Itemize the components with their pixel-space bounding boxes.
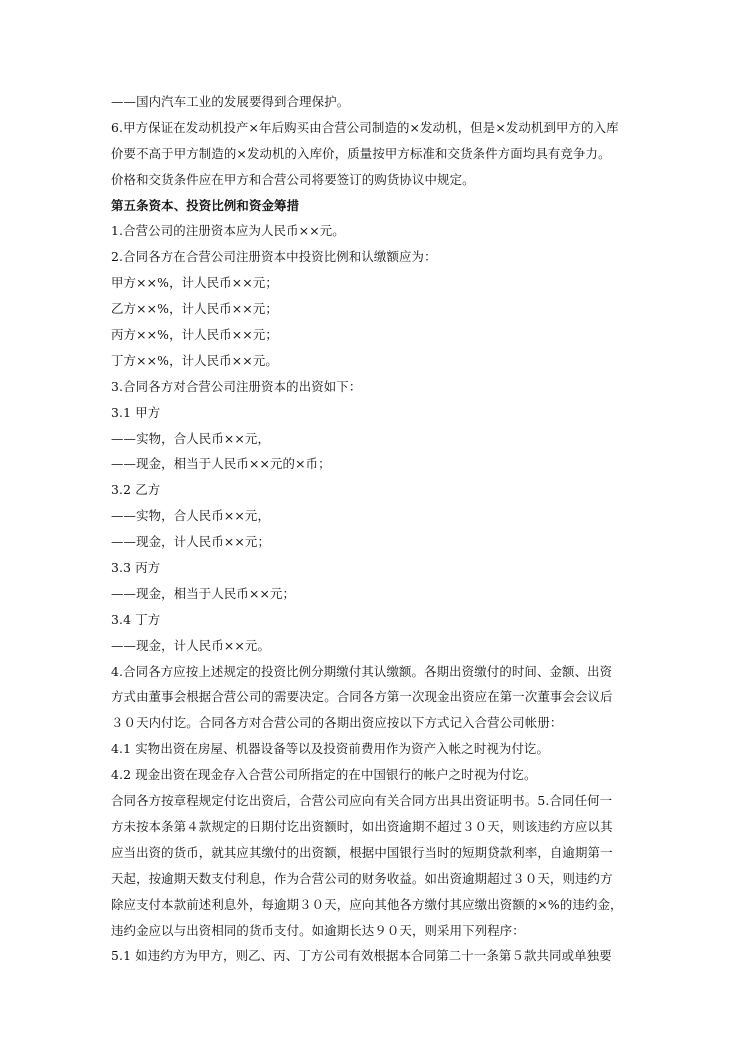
text-line: ——国内汽车工业的发展要得到合理保护。	[111, 94, 350, 109]
text-line: 5.1 如违约方为甲方，则乙、丙、丁方公司有效根据本合同第二十一条第５款共同或单独要	[111, 948, 612, 964]
text-line: 乙方××%，计人民币××元；	[111, 301, 278, 317]
text-line: 价要不高于甲方制造的×发动机的入库价，质量按甲方标准和交货条件方面均具有竞争力。	[111, 145, 611, 161]
text-line: ——现金，相当于人民币××元的×币；	[111, 456, 331, 472]
text-line: 3.合同各方对合营公司注册资本的出资如下：	[111, 378, 362, 394]
text-line: ——现金，计人民币××元；	[111, 534, 271, 550]
text-line: 4.1 实物出资在房屋、机器设备等以及投资前费用作为资产入帐之时视为付讫。	[111, 741, 550, 757]
text-line: 3.1 甲方	[111, 404, 161, 420]
text-line: 4.2 现金出资在现金存入合营公司所指定的在中国银行的帐户之时视为付讫。	[111, 767, 537, 783]
text-line: ——实物，合人民币××元，	[111, 430, 271, 446]
text-line: 天起，按逾期天数支付利息，作为合营公司的财务收益。如出资逾期超过３０天，则违约方	[111, 870, 613, 886]
text-line: 3.3 丙方	[111, 560, 161, 576]
text-line: ３０天内付讫。合同各方对合营公司的各期出资应按以下方式记入合营公司帐册：	[111, 715, 563, 731]
text-line: 丙方××%，计人民币××元；	[111, 327, 278, 343]
text-line: 2.合同各方在合营公司注册资本中投资比例和认缴额应为：	[111, 249, 437, 265]
text-line: 1.合营公司的注册资本应为人民币××元。	[111, 223, 345, 239]
text-line: ——现金，计人民币××元。	[111, 637, 271, 653]
text-line: 6.甲方保证在发动机投产×年后购买由合营公司制造的×发动机，但是×发动机到甲方的入库	[111, 119, 619, 135]
text-line: 丁方××%，计人民币××元。	[111, 352, 278, 368]
text-line: 3.4 丁方	[111, 611, 161, 627]
text-line: 甲方××%，计人民币××元；	[111, 275, 278, 291]
text-line: 应当出资的货币，就其应其缴付的出资额，根据中国银行当时的短期贷款利率，自逾期第一	[111, 844, 613, 860]
section-heading: 第五条资本、投资比例和资金筹措	[111, 197, 300, 213]
document-body	[111, 89, 641, 969]
text-line: 3.2 乙方	[111, 482, 161, 498]
text-line: 方未按本条第４款规定的日期付讫出资额时，如出资逾期不超过３０天，则该违约方应以其	[111, 818, 613, 834]
text-line: 价格和交货条件应在甲方和合营公司将要签订的购货协议中规定。	[111, 171, 475, 187]
text-line: 方式由董事会根据合营公司的需要决定。合同各方第一次现金出资应在第一次董事会会议后	[111, 689, 613, 705]
text-line: ——实物，合人民币××元，	[111, 508, 271, 524]
text-line: 4.合同各方应按上述规定的投资比例分期缴付其认缴额。各期出资缴付的时间、金额、出资	[111, 663, 613, 679]
text-line: 合同各方按章程规定付讫出资后，合营公司应向有关合同方出具出资证明书。5.合同任何一	[111, 793, 613, 809]
text-line: ——现金，相当于人民币××元；	[111, 585, 296, 601]
text-line: 除应支付本款前述利息外，每逾期３０天，应向其他各方缴付其应缴出资额的×%的违约金，	[111, 896, 623, 912]
text-line: 违约金应以与出资相同的货币支付。如逾期长达９０天，则采用下列程序：	[111, 922, 525, 938]
